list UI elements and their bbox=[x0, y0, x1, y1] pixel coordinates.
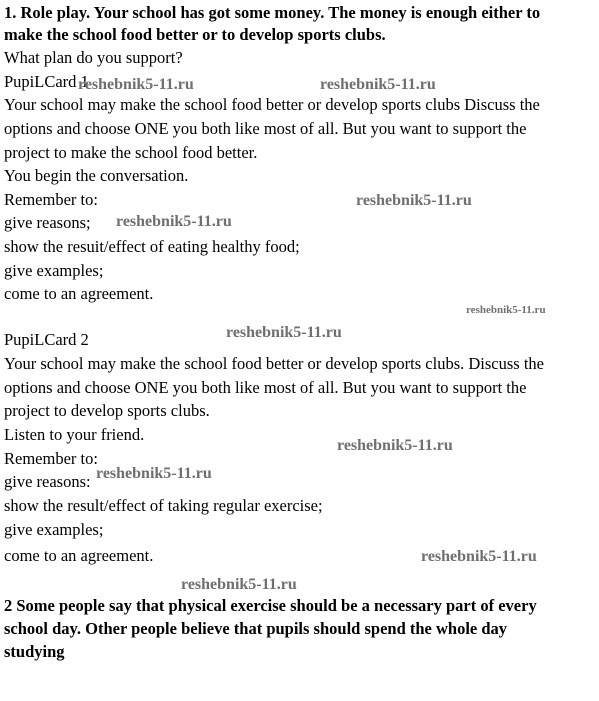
card2-item-reasons: give reasons: bbox=[4, 472, 91, 491]
task2-line1: 2 Some people say that physical exercise should be a necessary part of every bbox=[4, 596, 537, 615]
task2-line2: school day. Other people believe that pupils should spend the whole day bbox=[4, 619, 508, 638]
watermark: reshebnik5-11.ru bbox=[78, 76, 194, 93]
watermark: reshebnik5-11.ru bbox=[466, 304, 546, 316]
card2-paragraph-line1: Your school may make the school food better or develop sports clubs. Discuss the bbox=[4, 354, 544, 373]
watermark: reshebnik5-11.ru bbox=[116, 213, 232, 230]
card1-item-examples: give examples; bbox=[4, 261, 104, 280]
task1-heading-line2: make the school food better or to develop sports clubs. bbox=[4, 25, 386, 44]
watermark: reshebnik5-11.ru bbox=[226, 324, 342, 341]
card1-paragraph-line1: Your school may make the school food better or develop sports clubs Discuss the bbox=[4, 95, 540, 114]
card2-title: PupiLCard 2 bbox=[4, 330, 89, 349]
watermark: reshebnik5-11.ru bbox=[337, 437, 453, 454]
card2-item-agreement: come to an agreement. bbox=[4, 546, 154, 565]
card1-title: PupiLCard 1 bbox=[4, 72, 89, 91]
card1-item-agreement: come to an agreement. bbox=[4, 284, 154, 303]
card2-item-result: show the result/effect of taking regular exercise; bbox=[4, 496, 323, 515]
watermark: reshebnik5-11.ru bbox=[356, 192, 472, 209]
card2-item-examples: give examples; bbox=[4, 520, 104, 539]
card2-listen: Listen to your friend. bbox=[4, 425, 145, 444]
card1-paragraph-line2: options and choose ONE you both like most of all. But you want to support the bbox=[4, 119, 527, 138]
card2-remember: Remember to: bbox=[4, 449, 98, 468]
card2-paragraph-line3: project to develop sports clubs. bbox=[4, 401, 210, 420]
watermark: reshebnik5-11.ru bbox=[320, 76, 436, 93]
watermark: reshebnik5-11.ru bbox=[181, 576, 297, 593]
card1-item-reasons: give reasons; bbox=[4, 213, 91, 232]
card1-begin: You begin the conversation. bbox=[4, 166, 189, 185]
card1-paragraph-line3: project to make the school food better. bbox=[4, 143, 258, 162]
card1-item-result: show the resuit/effect of eating healthy food; bbox=[4, 237, 300, 256]
task2-line3: studying bbox=[4, 642, 65, 661]
card2-paragraph-line2: options and choose ONE you both like most of all. But you want to support the bbox=[4, 378, 527, 397]
watermark: reshebnik5-11.ru bbox=[421, 548, 537, 565]
task1-question: What plan do you support? bbox=[4, 48, 183, 67]
watermark: reshebnik5-11.ru bbox=[96, 465, 212, 482]
task1-heading-line1: 1. Role play. Your school has got some money. The money is enough either to bbox=[4, 3, 541, 22]
card1-remember: Remember to: bbox=[4, 190, 98, 209]
